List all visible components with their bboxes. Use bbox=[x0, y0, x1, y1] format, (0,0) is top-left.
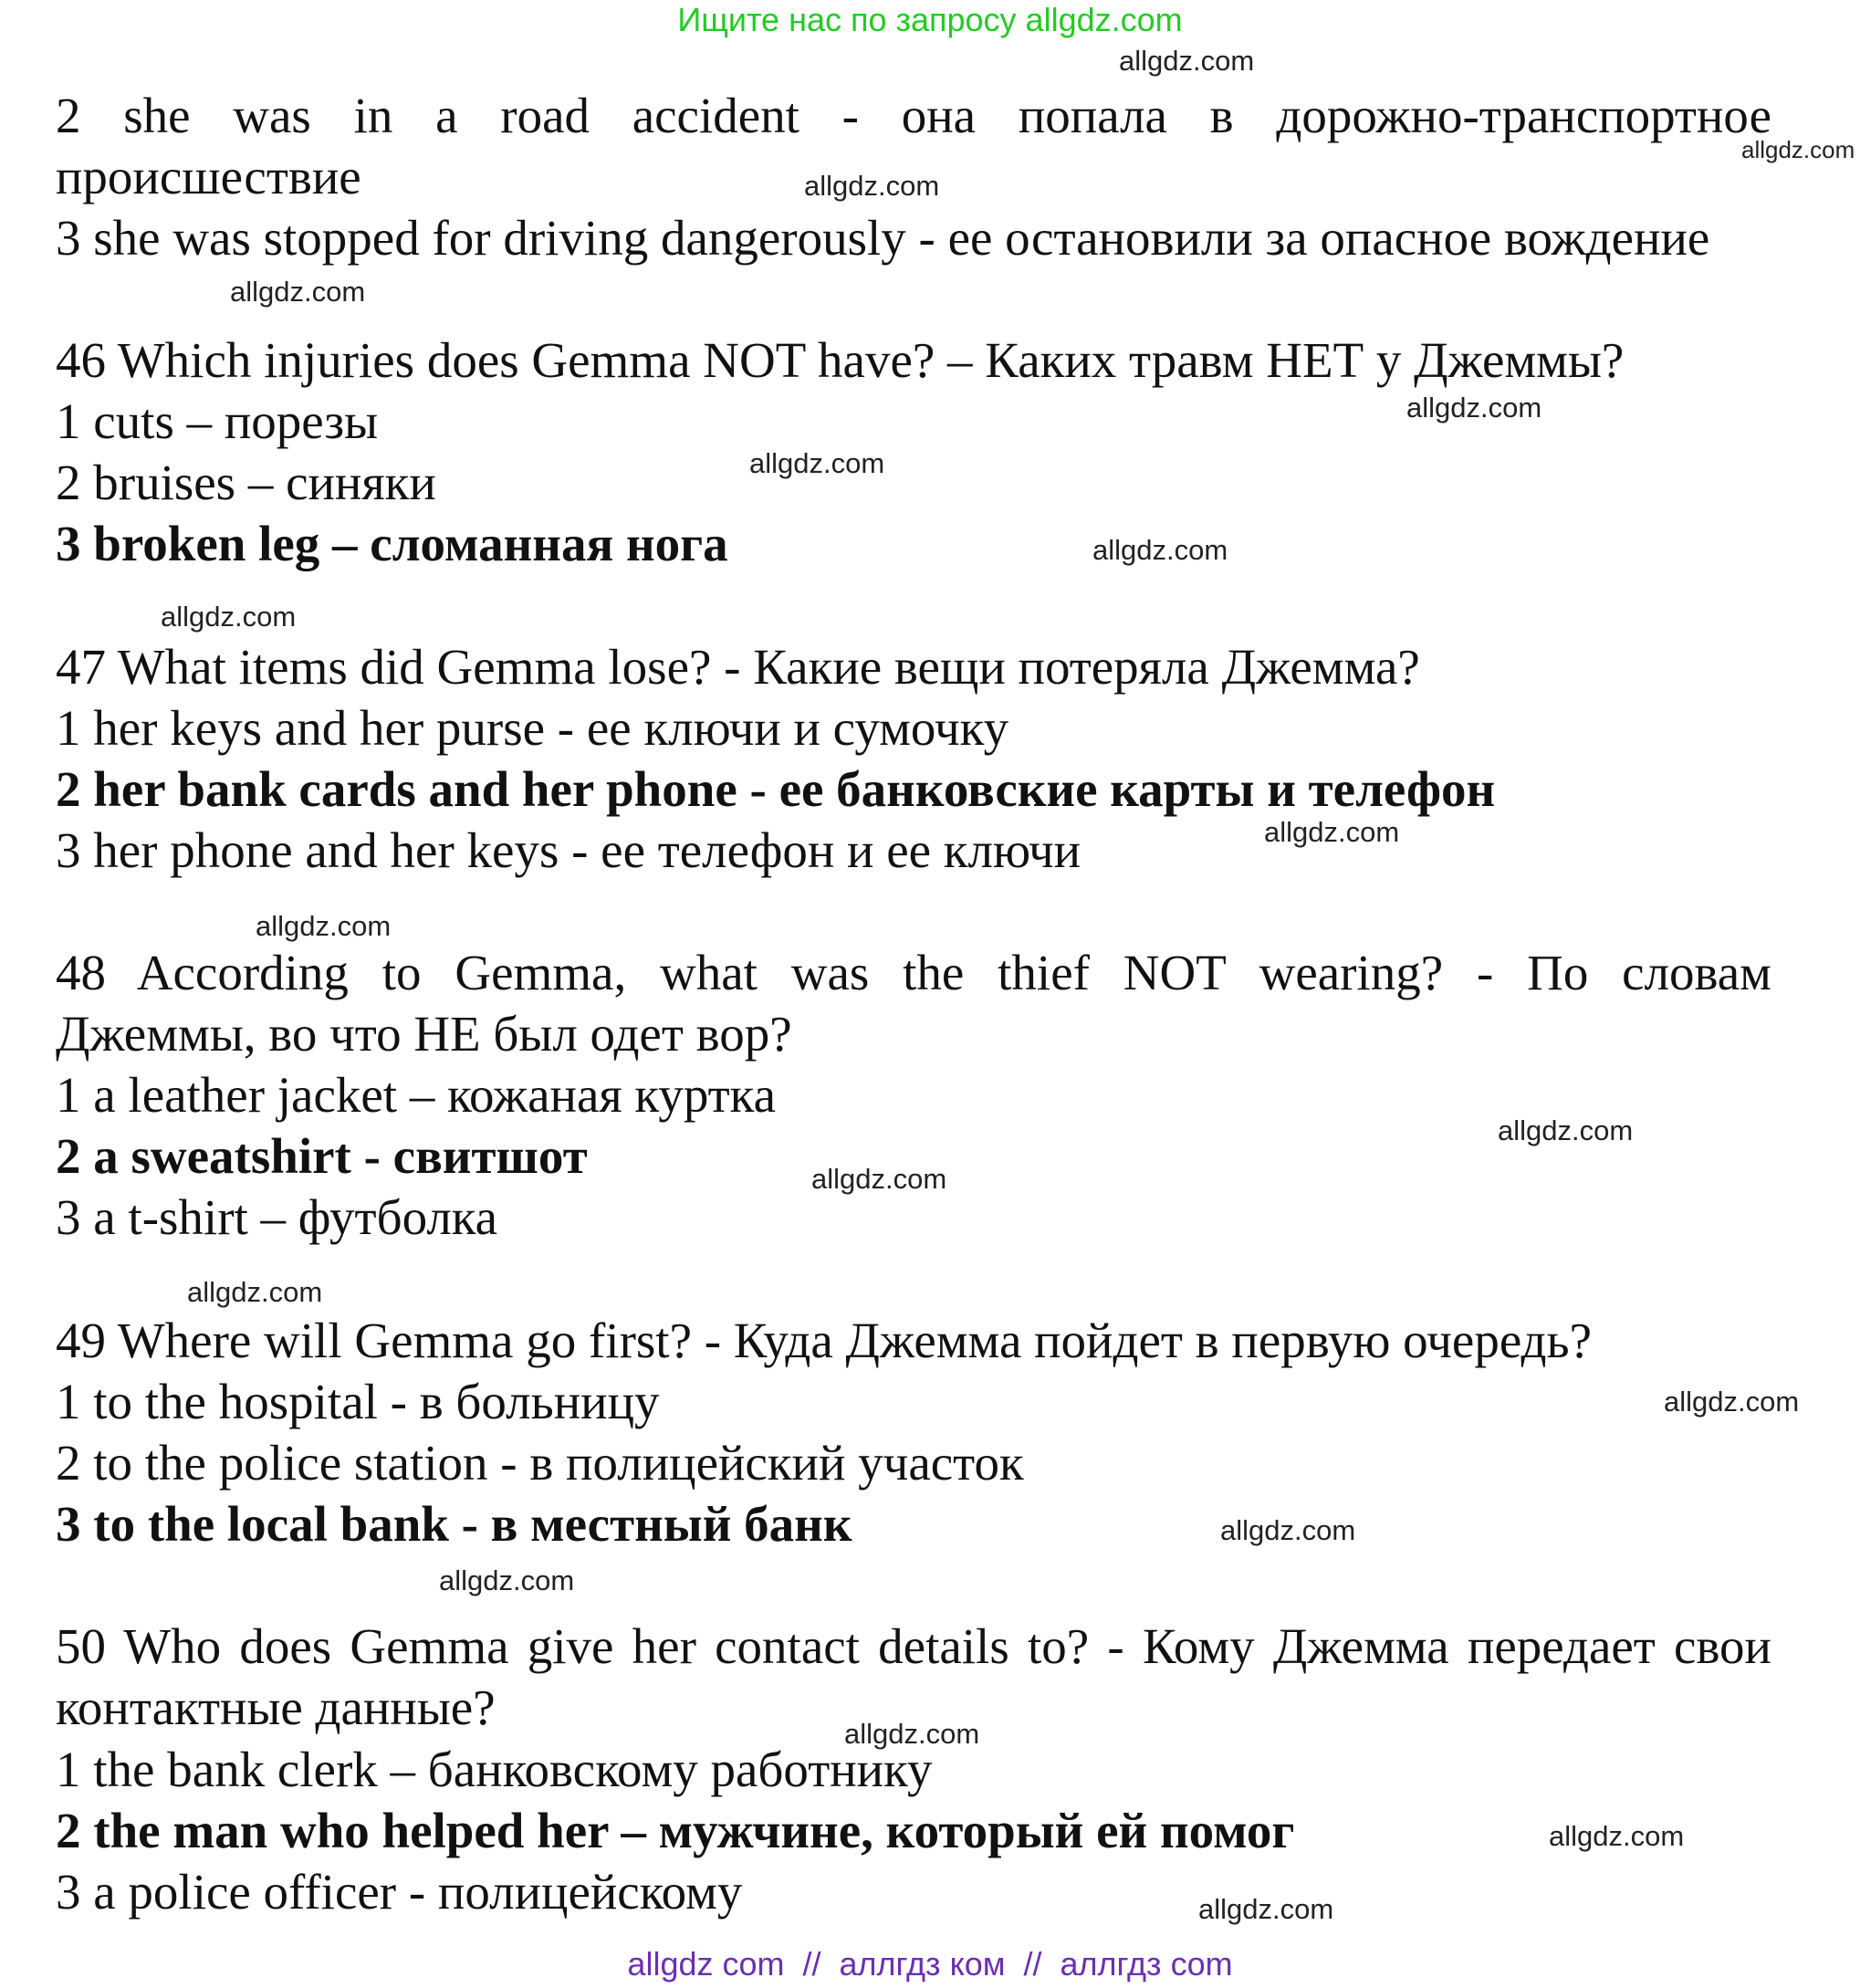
watermark: allgdz.com bbox=[1092, 534, 1228, 566]
watermark: allgdz.com bbox=[1220, 1514, 1356, 1546]
q45-option-2-line-2: происшествие bbox=[56, 149, 361, 204]
q46-option-1: 1 cuts – порезы bbox=[56, 393, 379, 449]
q50-option-2-answer: 2 the man who helped her – мужчине, который ей помог bbox=[56, 1803, 1295, 1858]
watermark: allgdz.com bbox=[161, 601, 297, 633]
q50-option-3: 3 a police officer - полицейскому bbox=[56, 1864, 743, 1920]
watermark: allgdz.com bbox=[256, 910, 392, 942]
q47-option-3: 3 her phone and her keys - ее телефон и ее ключи bbox=[56, 822, 1082, 878]
watermark: allgdz.com bbox=[1498, 1114, 1634, 1146]
watermark: allgdz.com bbox=[1741, 136, 1855, 163]
q47-option-1: 1 her keys and her purse - ее ключи и сумочку bbox=[56, 700, 1009, 756]
q48-question-line-2: Джеммы, во что НЕ был одет вор? bbox=[56, 1006, 792, 1062]
q45-option-3: 3 she was stopped for driving dangerously - ее остановили за опасное вождение bbox=[56, 210, 1710, 266]
q50-question-line-2: контактные данные? bbox=[56, 1679, 496, 1735]
q47-option-2-answer: 2 her bank cards and her phone - ее банковские карты и телефон bbox=[56, 761, 1496, 817]
q46-question: 46 Which injuries does Gemma NOT have? – Каких травм НЕТ у Джеммы? bbox=[56, 332, 1625, 388]
watermark: allgdz.com bbox=[1406, 392, 1542, 424]
watermark: allgdz.com bbox=[1198, 1893, 1334, 1925]
q48-question-line-1: 48 According to Gemma, what was the thief NOT wearing? - По словам bbox=[56, 945, 1771, 1000]
q50-question-line-1: 50 Who does Gemma give her contact details to? - Кому Джемма передает свои bbox=[56, 1618, 1771, 1674]
q46-option-3-answer: 3 broken leg – сломанная нога bbox=[56, 516, 728, 571]
watermark: allgdz.com bbox=[844, 1718, 980, 1750]
q48-option-2-answer: 2 a sweatshirt - свитшот bbox=[56, 1128, 588, 1184]
bottom-banner: allgdz com // аллгдз ком // аллгдз com bbox=[627, 1945, 1233, 1983]
q49-question: 49 Where will Gemma go first? - Куда Джемма пойдет в первую очередь? bbox=[56, 1313, 1592, 1368]
q45-option-2-line-1: 2 she was in a road accident - она попала в дорожно-транспортное bbox=[56, 88, 1771, 143]
watermark: allgdz.com bbox=[1549, 1820, 1685, 1852]
watermark: allgdz.com bbox=[187, 1276, 323, 1308]
q47-question: 47 What items did Gemma lose? - Какие вещи потеряла Джемма? bbox=[56, 639, 1420, 695]
q48-option-1: 1 a leather jacket – кожаная куртка bbox=[56, 1067, 776, 1123]
watermark: allgdz.com bbox=[811, 1163, 947, 1195]
watermark: allgdz.com bbox=[804, 170, 940, 202]
q50-option-1: 1 the bank clerk – банковскому работнику bbox=[56, 1742, 933, 1797]
q49-option-1: 1 to the hospital - в больницу bbox=[56, 1374, 660, 1429]
q46-option-2: 2 bruises – синяки bbox=[56, 455, 436, 510]
watermark: allgdz.com bbox=[439, 1564, 575, 1596]
q49-option-2: 2 to the police station - в полицейский участок bbox=[56, 1435, 1024, 1491]
watermark: allgdz.com bbox=[1119, 45, 1255, 77]
watermark: allgdz.com bbox=[230, 276, 366, 308]
watermark: allgdz.com bbox=[749, 447, 885, 479]
watermark: allgdz.com bbox=[1264, 816, 1400, 848]
q49-option-3-answer: 3 to the local bank - в местный банк bbox=[56, 1496, 852, 1552]
watermark: allgdz.com bbox=[1664, 1386, 1800, 1418]
q48-option-3: 3 a t-shirt – футболка bbox=[56, 1189, 498, 1245]
top-banner: Ищите нас по запросу allgdz.com bbox=[677, 1, 1183, 38]
